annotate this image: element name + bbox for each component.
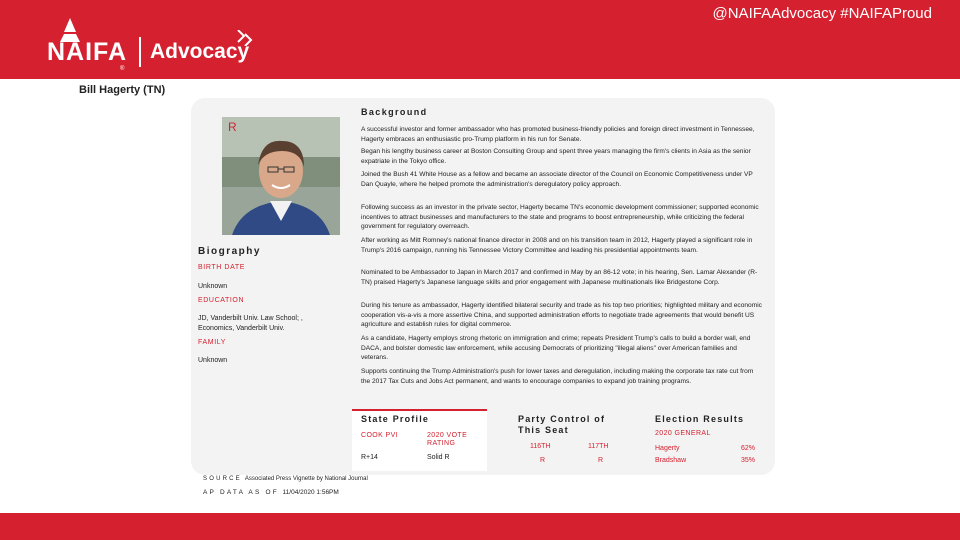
congress-label: 117TH	[588, 443, 609, 450]
header-divider	[139, 37, 141, 67]
background-paragraph: Supports continuing the Trump Administration's push for lower taxes and deregulation, including making the corporate tax rate cut from the 2017 Tax Cuts and Jobs Act permanent, and wants to encourage companies to expand job training programs.	[361, 368, 754, 385]
portrait-icon	[222, 117, 340, 235]
background-paragraph: As a candidate, Hagerty employs strong rhetoric on immigration and crime; repeats President Trump's calls to build a border wall, end DACA, and bolster domestic law enforcement, while accusing Democrats of prioritizing "illegal aliens" over American families and veterans.	[361, 335, 751, 362]
congress-party: R	[540, 457, 546, 464]
state-profile-title: State Profile	[361, 414, 430, 424]
source-text: Associated Press Vignette by National Journal	[244, 476, 368, 482]
education-value: JD, Vanderbilt Univ. Law School; , Economics, Vanderbilt Univ.	[198, 315, 303, 332]
cook-pvi-value: R+14	[361, 454, 378, 461]
background-title: Background	[361, 107, 428, 117]
election-results-title: Election Results	[655, 414, 745, 424]
footer-hashtags: @NAIFAAdvocacy #NAIFAProud	[712, 5, 932, 22]
congress-label: 116TH	[530, 443, 551, 450]
background-paragraph: Joined the Bush 41 White House as a fellow and became an associate director of the Council on Economic Competitiveness under VP Dan Quayle, where he helped promote the administration's deregulatory policy approach.	[361, 171, 753, 188]
birth-date-label: BIRTH DATE	[198, 264, 245, 271]
double-chevron-icon	[234, 30, 256, 46]
family-value: Unknown	[198, 357, 228, 364]
background-paragraph: During his tenure as ambassador, Hagerty identified bilateral security and trade as his top two priorities; highlighted military and economic cooperation vis-a-vis a more assertive China, and supported administration efforts to negotiate trade agreements that would benefit US agriculture and establish rules for digital commerce.	[361, 302, 762, 329]
party-badge: R	[228, 120, 237, 134]
footer-banner	[0, 513, 960, 540]
education-label: EDUCATION	[198, 297, 245, 304]
registered-mark: ®	[120, 66, 125, 72]
background-paragraph: A successful investor and former ambassador who has promoted business-friendly policies and foreign direct investment in Tennessee, Hagerty embraces an enthusiastic pro-Trump platform in his run for Senate.	[361, 126, 755, 143]
congress-party: R	[598, 457, 604, 464]
background-paragraph: After working as Mitt Romney's national finance director in 2008 and on his transition team in 2012, Hagerty played a significant role in Trump's 2016 campaign, running his Tennessee Victory Committee and leading his presidential appointments team.	[361, 237, 753, 254]
background-paragraph: Nominated to be Ambassador to Japan in March 2017 and confirmed in May by an 86-12 vote; in his hearing, Sen. Lamar Alexander (R-TN) praised Hagerty's Japanese language skills and prior engagement with Japanese multinationals like Bridgestone Corp.	[361, 269, 758, 286]
source-label: SOURCE	[203, 476, 242, 482]
party-control-title-line: This Seat	[518, 425, 569, 435]
party-control-title	[518, 414, 628, 436]
asof-value: 11/04/2020 1:56PM	[282, 489, 339, 496]
candidate-result-name: Bradshaw	[655, 457, 687, 464]
state-profile-accent	[352, 409, 487, 411]
vote-rating-value: Solid R	[427, 454, 450, 461]
candidate-result-pct: 62%	[741, 445, 756, 452]
biography-title: Biography	[198, 246, 261, 257]
election-type-label: 2020 GENERAL	[655, 430, 711, 437]
candidate-result-pct: 35%	[741, 457, 756, 464]
birth-date-value: Unknown	[198, 283, 228, 290]
candidate-name: Bill Hagerty (TN)	[79, 84, 166, 96]
cook-pvi-label: COOK PVI	[361, 432, 399, 439]
candidate-photo	[222, 117, 340, 235]
asof-label: AP DATA AS OF	[203, 489, 279, 496]
source-line	[203, 476, 368, 482]
header-title: Advocacy	[150, 40, 250, 63]
party-control-title-line: Party Control of	[518, 414, 606, 424]
vote-rating-label: RATING	[427, 440, 456, 447]
data-asof-line	[203, 489, 339, 496]
background-paragraph: Began his lengthy business career at Boston Consulting Group and spent three years managing the firm's clients in Asia as the senior expatriate in the Tokyo office.	[361, 148, 751, 165]
logo-text: NAIFA	[47, 38, 127, 66]
family-label: FAMILY	[198, 339, 226, 346]
candidate-result-name: Hagerty	[655, 445, 680, 452]
vote-rating-label: 2020 VOTE	[427, 432, 468, 439]
background-paragraph: Following success as an investor in the private sector, Hagerty became TN's economic development commissioner; supported economic incentives to attract businesses and manufacturers to the state and programs to boost entrepreneurship, while criticizing the federal government for regulatory overreach.	[361, 204, 759, 231]
